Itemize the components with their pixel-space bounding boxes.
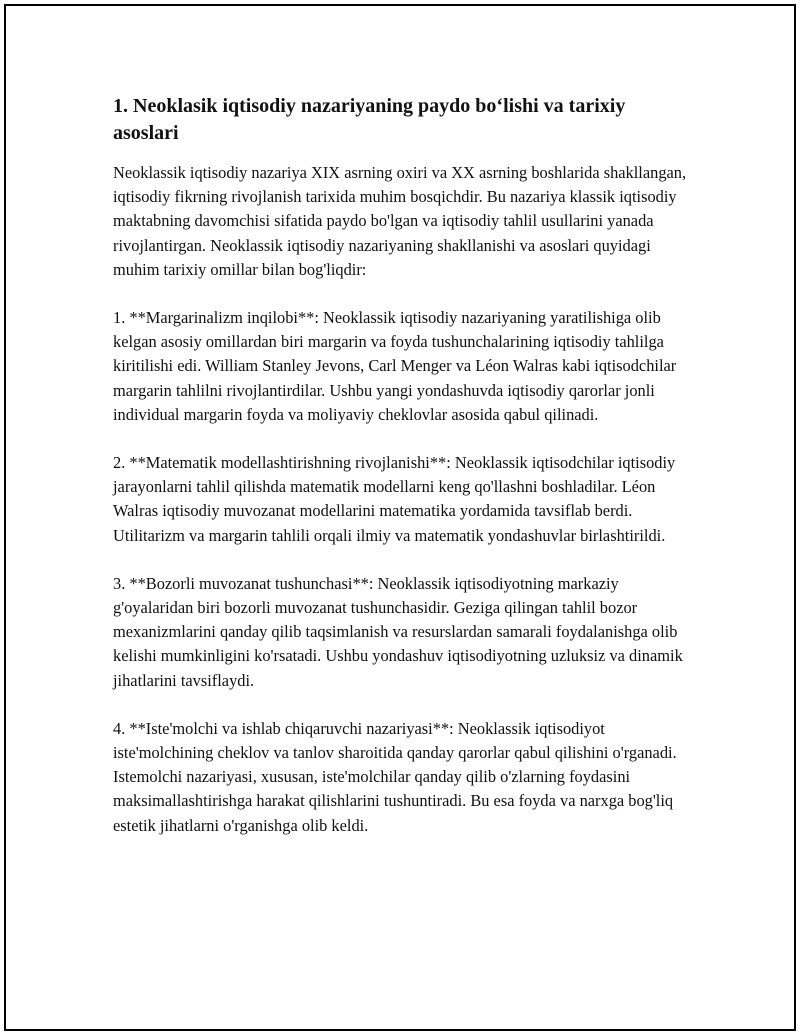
point-2-paragraph: 2. **Matematik modellashtirishning rivojlanishi**: Neoklassik iqtisodchilar iqtisodiy jarayonlarni tahlil qilishda matematik modellarni keng qo'llashni boshladilar. Léon Walras iqtisodiy muvozanat modellarini matematika yordamida tavsiflab berdi. Utilitarizm va margarin tahlili orqali ilmiy va matematik yondashuvlar birlashtirildi. — [113, 453, 676, 545]
document-body — [113, 93, 693, 862]
point-1-paragraph: 1. **Margarinalizm inqilobi**: Neoklassik iqtisodiy nazariyaning yaratilishiga olib kelgan asosiy omillardan biri margarin va foyda tushunchalarining iqtisodiy tahlilga kiritilishi edi. William Stanley Jevons, Carl Menger va Léon Walras kabi iqtisodchilar margarin tahlilni rivojlantirdilar. Ushbu yangi yondashuvda iqtisodiy qarorlar jonli individual margarin foyda va moliyaviy cheklovlar asosida qabul qilinadi. — [113, 308, 677, 424]
point-4-paragraph: 4. **Iste'molchi va ishlab chiqaruvchi nazariyasi**: Neoklassik iqtisodiyot iste'molchining cheklov va tanlov sharoitida qanday qarorlar qabul qilishini o'rganadi. Istemolchi nazariyasi, xususan, iste'molchilar qanday qilib o'zlarning foydasini maksimallashtirishga harakat qilishlarini tushuntiradi. Bu esa foyda va narxga bog'liq estetik jihatlarni o'rganishga olib keldi. — [113, 718, 677, 835]
point-3-paragraph: 3. **Bozorli muvozanat tushunchasi**: Neoklassik iqtisodiyotning markaziy g'oyalaridan biri bozorli muvozanat tushunchasidir. Geziga qilingan tahlil bozor mexanizmlarini qanday qilib taqsimlanish va resurslardan samarali foydalanishga olib kelishi mumkinligini ko'rsatadi. Ushbu yondashuv iqtisodiyotning uzluksiz va dinamik jihatlarini tavsiflaydi. — [113, 573, 683, 690]
section-heading: 1. Neoklasik iqtisodiy nazariyaning paydo boʻlishi va tarixiy asoslari — [113, 95, 626, 144]
intro-paragraph: Neoklassik iqtisodiy nazariya XIX asrning oxiri va XX asrning boshlarida shakllangan, iqtisodiy fikrning rivojlanish tarixida muhim bosqichdir. Bu nazariya klassik iqtisodiy maktabning davomchisi sifatida paydo bo'lgan va iqtisodiy tahlil usullarini yanada rivojlantirgan. Neoklassik iqtisodiy nazariyaning shakllanishi va asoslari quyidagi muhim tarixiy omillar bilan bog'liqdir: — [113, 163, 687, 279]
